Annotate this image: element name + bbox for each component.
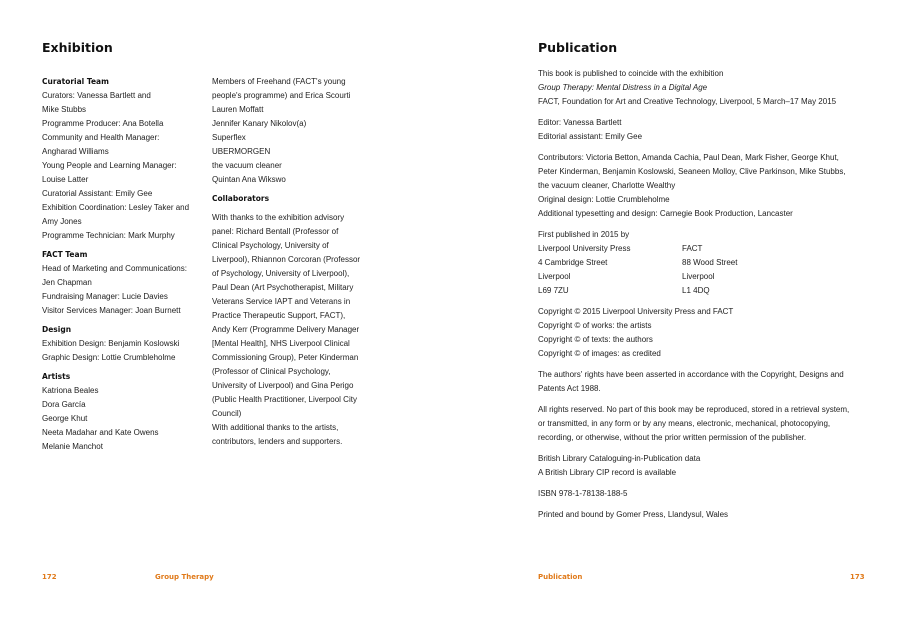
artist-name: Jennifer Kanary Nikolov(a) xyxy=(212,119,307,128)
contributors-line: Contributors: Victoria Betton, Amanda Cachia, Paul Dean, Mark Fisher, George Khut, xyxy=(538,153,839,162)
collab-line: of Psychology, University of Liverpool), xyxy=(212,269,350,278)
address-line: L69 7ZU xyxy=(538,286,569,295)
all-rights-line: or transmitted, in any form or by any means, electronic, mechanical, photocopying, xyxy=(538,419,831,428)
page-title-publication: Publication xyxy=(538,40,618,55)
credit-line: Community and Health Manager: xyxy=(42,133,160,142)
artist-name: Lauren Moffatt xyxy=(212,105,264,114)
collaborators-heading: Collaborators xyxy=(212,194,270,203)
rights-line: Patents Act 1988. xyxy=(538,384,601,393)
address-line: Liverpool University Press xyxy=(538,244,631,253)
collab-line: University of Liverpool) and Gina Perigo xyxy=(212,381,354,390)
printer-line: Printed and bound by Gomer Press, Llandysul, Wales xyxy=(538,510,729,519)
collab-line: [Mental Health], NHS Liverpool Clinical xyxy=(212,339,350,348)
artist-name: Melanie Manchot xyxy=(42,442,103,451)
running-title-right: Publication xyxy=(538,573,583,581)
editor-line: Editorial assistant: Emily Gee xyxy=(538,132,643,141)
collab-line: With thanks to the exhibition advisory xyxy=(212,213,345,222)
exhibition-column-1 xyxy=(42,75,207,454)
artist-name: Members of Freehand (FACT's young xyxy=(212,77,346,86)
address-line: L1 4DQ xyxy=(682,286,710,295)
collab-line: Commissioning Group), Peter Kinderman xyxy=(212,353,359,362)
collab-line: Andy Kerr (Programme Delivery Manager xyxy=(212,325,360,334)
collab-line: Liverpool), Rhiannon Corcoran (Professor xyxy=(212,255,361,264)
address-line: FACT xyxy=(682,244,703,253)
artist-name: the vacuum cleaner xyxy=(212,161,282,170)
collab-line: With additional thanks to the artists, xyxy=(212,423,339,432)
copyright-line: Copyright © of texts: the authors xyxy=(538,335,653,344)
curatorial-heading: Curatorial Team xyxy=(42,77,109,86)
artist-name: Dora García xyxy=(42,400,86,409)
running-title-left: Group Therapy xyxy=(155,573,214,581)
intro-line: FACT, Foundation for Art and Creative Technology, Liverpool, 5 March–17 May 2015 xyxy=(538,97,837,106)
credit-line: Programme Producer: Ana Botella xyxy=(42,119,164,128)
collab-line: Veterans Service IAPT and Veterans in xyxy=(212,297,351,306)
artist-name: people's programme) and Erica Scourti xyxy=(212,91,351,100)
credit-line: Visitor Services Manager: Joan Burnett xyxy=(42,306,181,315)
credit-line: Graphic Design: Lottie Crumbleholme xyxy=(42,353,176,362)
collab-line: (Professor of Clinical Psychology, xyxy=(212,367,331,376)
page-left xyxy=(0,0,453,623)
fact-team-heading: FACT Team xyxy=(42,250,88,259)
editor-line: Editor: Vanessa Bartlett xyxy=(538,118,622,127)
all-rights-line: All rights reserved. No part of this book may be reproduced, stored in a retrieval system, xyxy=(538,405,850,414)
page-number-left: 172 xyxy=(42,573,57,581)
credit-line: Jen Chapman xyxy=(42,278,92,287)
address-line: 88 Wood Street xyxy=(682,258,738,267)
exhibition-column-2 xyxy=(212,75,372,449)
artist-name: George Khut xyxy=(42,414,88,423)
collab-line: Paul Dean (Art Psychotherapist, Military xyxy=(212,283,354,292)
address-line: 4 Cambridge Street xyxy=(538,258,608,267)
credit-line: Curators: Vanessa Bartlett and xyxy=(42,91,151,100)
credit-line: Mike Stubbs xyxy=(42,105,87,114)
artists-heading: Artists xyxy=(42,372,71,381)
page-title-exhibition: Exhibition xyxy=(42,40,113,55)
collab-line: Clinical Psychology, University of xyxy=(212,241,329,250)
collab-line: panel: Richard Bentall (Professor of xyxy=(212,227,339,236)
contributors-line: Additional typesetting and design: Carnegie Book Production, Lancaster xyxy=(538,209,793,218)
artist-name: Quintan Ana Wikswo xyxy=(212,175,286,184)
contributors-line: the vacuum cleaner, Charlotte Wealthy xyxy=(538,181,676,190)
credit-line: Amy Jones xyxy=(42,217,82,226)
exhibition-title: Group Therapy: Mental Distress in a Digital Age xyxy=(538,83,708,92)
intro-line: This book is published to coincide with the exhibition xyxy=(538,69,724,78)
artist-name: Neeta Madahar and Kate Owens xyxy=(42,428,159,437)
cip-line: A British Library CIP record is available xyxy=(538,468,677,477)
collab-line: contributors, lenders and supporters. xyxy=(212,437,343,446)
credit-line: Angharad Williams xyxy=(42,147,109,156)
all-rights-line: recording, or otherwise, without the prior written permission of the publisher. xyxy=(538,433,807,442)
address-line: Liverpool xyxy=(538,272,571,281)
copyright-line: Copyright © 2015 Liverpool University Press and FACT xyxy=(538,307,734,316)
credit-line: Exhibition Coordination: Lesley Taker and xyxy=(42,203,190,212)
collab-line: Practice Therapeutic Support, FACT), xyxy=(212,311,346,320)
credit-line: Exhibition Design: Benjamin Koslowski xyxy=(42,339,180,348)
collab-line: (Public Health Practitioner, Liverpool City xyxy=(212,395,357,404)
contributors-line: Original design: Lottie Crumbleholme xyxy=(538,195,670,204)
artist-name: Katriona Beales xyxy=(42,386,99,395)
page-right xyxy=(454,0,907,623)
page-number-right: 173 xyxy=(850,573,865,581)
credit-line: Louise Latter xyxy=(42,175,89,184)
credit-line: Head of Marketing and Communications: xyxy=(42,264,187,273)
artist-name: UBERMORGEN xyxy=(212,147,271,156)
isbn: ISBN 978-1-78138-188-5 xyxy=(538,489,628,498)
credit-line: Young People and Learning Manager: xyxy=(42,161,177,170)
artist-name: Superflex xyxy=(212,133,246,142)
rights-line: The authors' rights have been asserted in accordance with the Copyright, Designs and xyxy=(538,370,844,379)
collab-line: Council) xyxy=(212,409,242,418)
address-line: Liverpool xyxy=(682,272,715,281)
cip-line: British Library Cataloguing-in-Publication data xyxy=(538,454,701,463)
publisher-addresses xyxy=(538,242,878,298)
first-published: First published in 2015 by xyxy=(538,230,630,239)
copyright-line: Copyright © of images: as credited xyxy=(538,349,661,358)
credit-line: Curatorial Assistant: Emily Gee xyxy=(42,189,153,198)
design-heading: Design xyxy=(42,325,72,334)
contributors-line: Peter Kinderman, Benjamin Koslowski, Seaneen Molloy, Clive Parkinson, Mike Stubbs, xyxy=(538,167,846,176)
copyright-line: Copyright © of works: the artists xyxy=(538,321,652,330)
credit-line: Programme Technician: Mark Murphy xyxy=(42,231,175,240)
publication-details xyxy=(538,67,878,529)
credit-line: Fundraising Manager: Lucie Davies xyxy=(42,292,168,301)
